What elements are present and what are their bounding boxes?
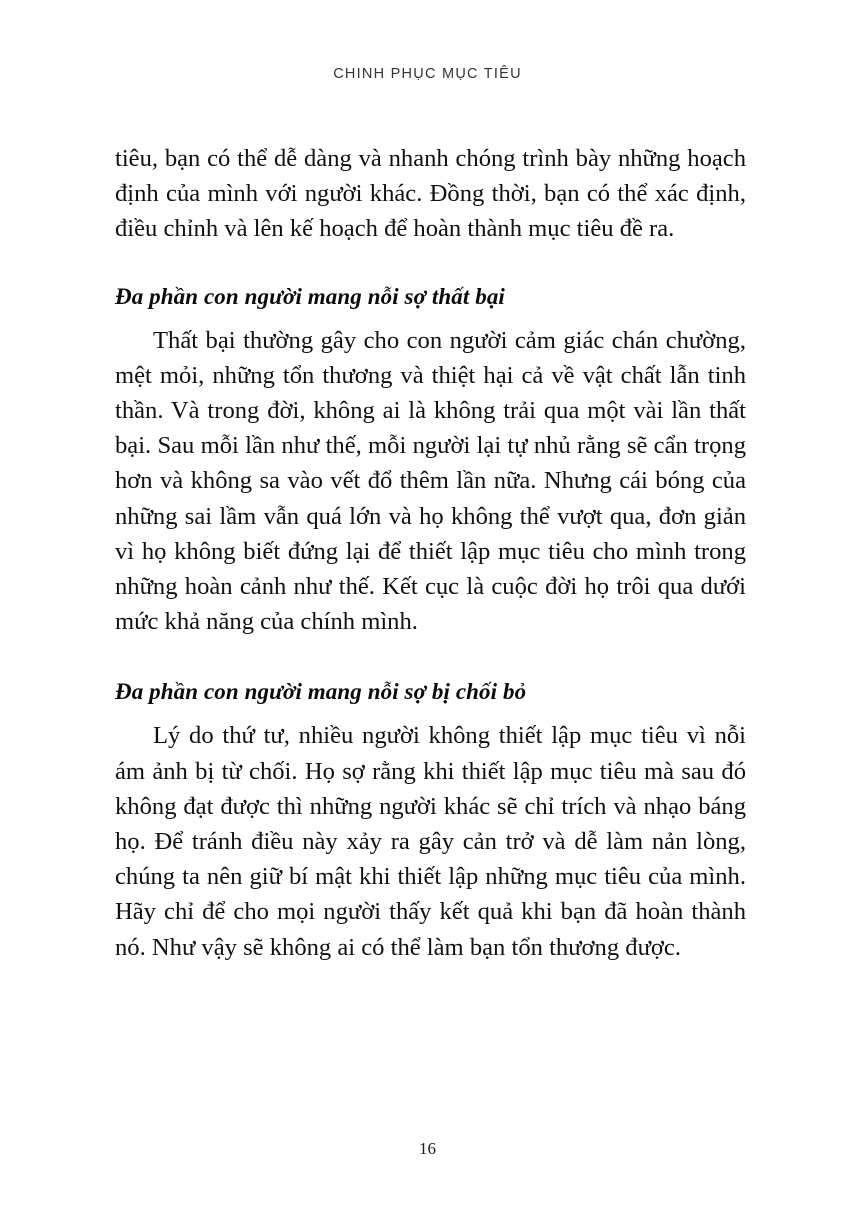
paragraph-fear-of-rejection: Lý do thứ tư, nhiều người không thiết lập mục tiêu vì nỗi ám ảnh bị từ chối. Họ sợ rằng khi thiết lập mục tiêu mà sau đó không đạt được thì những người khác sẽ chỉ trích và nhạo báng họ. Để tránh điều này xảy ra gây cản trở và dễ làm nản lòng, chúng ta nên giữ bí mật khi thiết lập những mục tiêu của mình. Hãy chỉ để cho mọi người thấy kết quả khi bạn đã hoàn thành nó. Như vậy sẽ không ai có thể làm bạn tổn thương được. [115, 722, 746, 961]
paragraph-fear-of-failure: Thất bại thường gây cho con người cảm giác chán chường, mệt mỏi, những tổn thương và thiệt hại cả về vật chất lẫn tinh thần. Và trong đời, không ai là không trải qua một vài lần thất bại. Sau mỗi lần như thế, mỗi người lại tự nhủ rằng sẽ cẩn trọng hơn và không sa vào vết đổ thêm lần nữa. Nhưng cái bóng của những sai lầm vẫn quá lớn và họ không thể vượt qua, đơn giản vì họ không biết đứng lại để thiết lập mục tiêu cho mình trong những hoàn cảnh như thế. Kết cục là cuộc đời họ trôi qua dưới mức khả năng của chính mình. [115, 326, 746, 636]
running-head: CHINH PHỤC MỤC TIÊU [333, 66, 522, 82]
spacer [115, 247, 746, 280]
paragraph-continuation: tiêu, bạn có thể dễ dàng và nhanh chóng trình bày những hoạch định của mình với người khác. Đồng thời, bạn có thể xác định, điều chỉnh và lên kế hoạch để hoàn thành mục tiêu đề ra. [115, 145, 746, 243]
spacer [115, 708, 746, 718]
section-heading-fear-of-failure: Đa phần con người mang nỗi sợ thất bại [115, 283, 505, 309]
page-text-block [115, 141, 746, 965]
page-number: 16 [419, 1139, 436, 1158]
section-heading-fear-of-rejection: Đa phần con người mang nỗi sợ bị chối bỏ [115, 679, 527, 705]
spacer [115, 639, 746, 675]
spacer [115, 313, 746, 323]
